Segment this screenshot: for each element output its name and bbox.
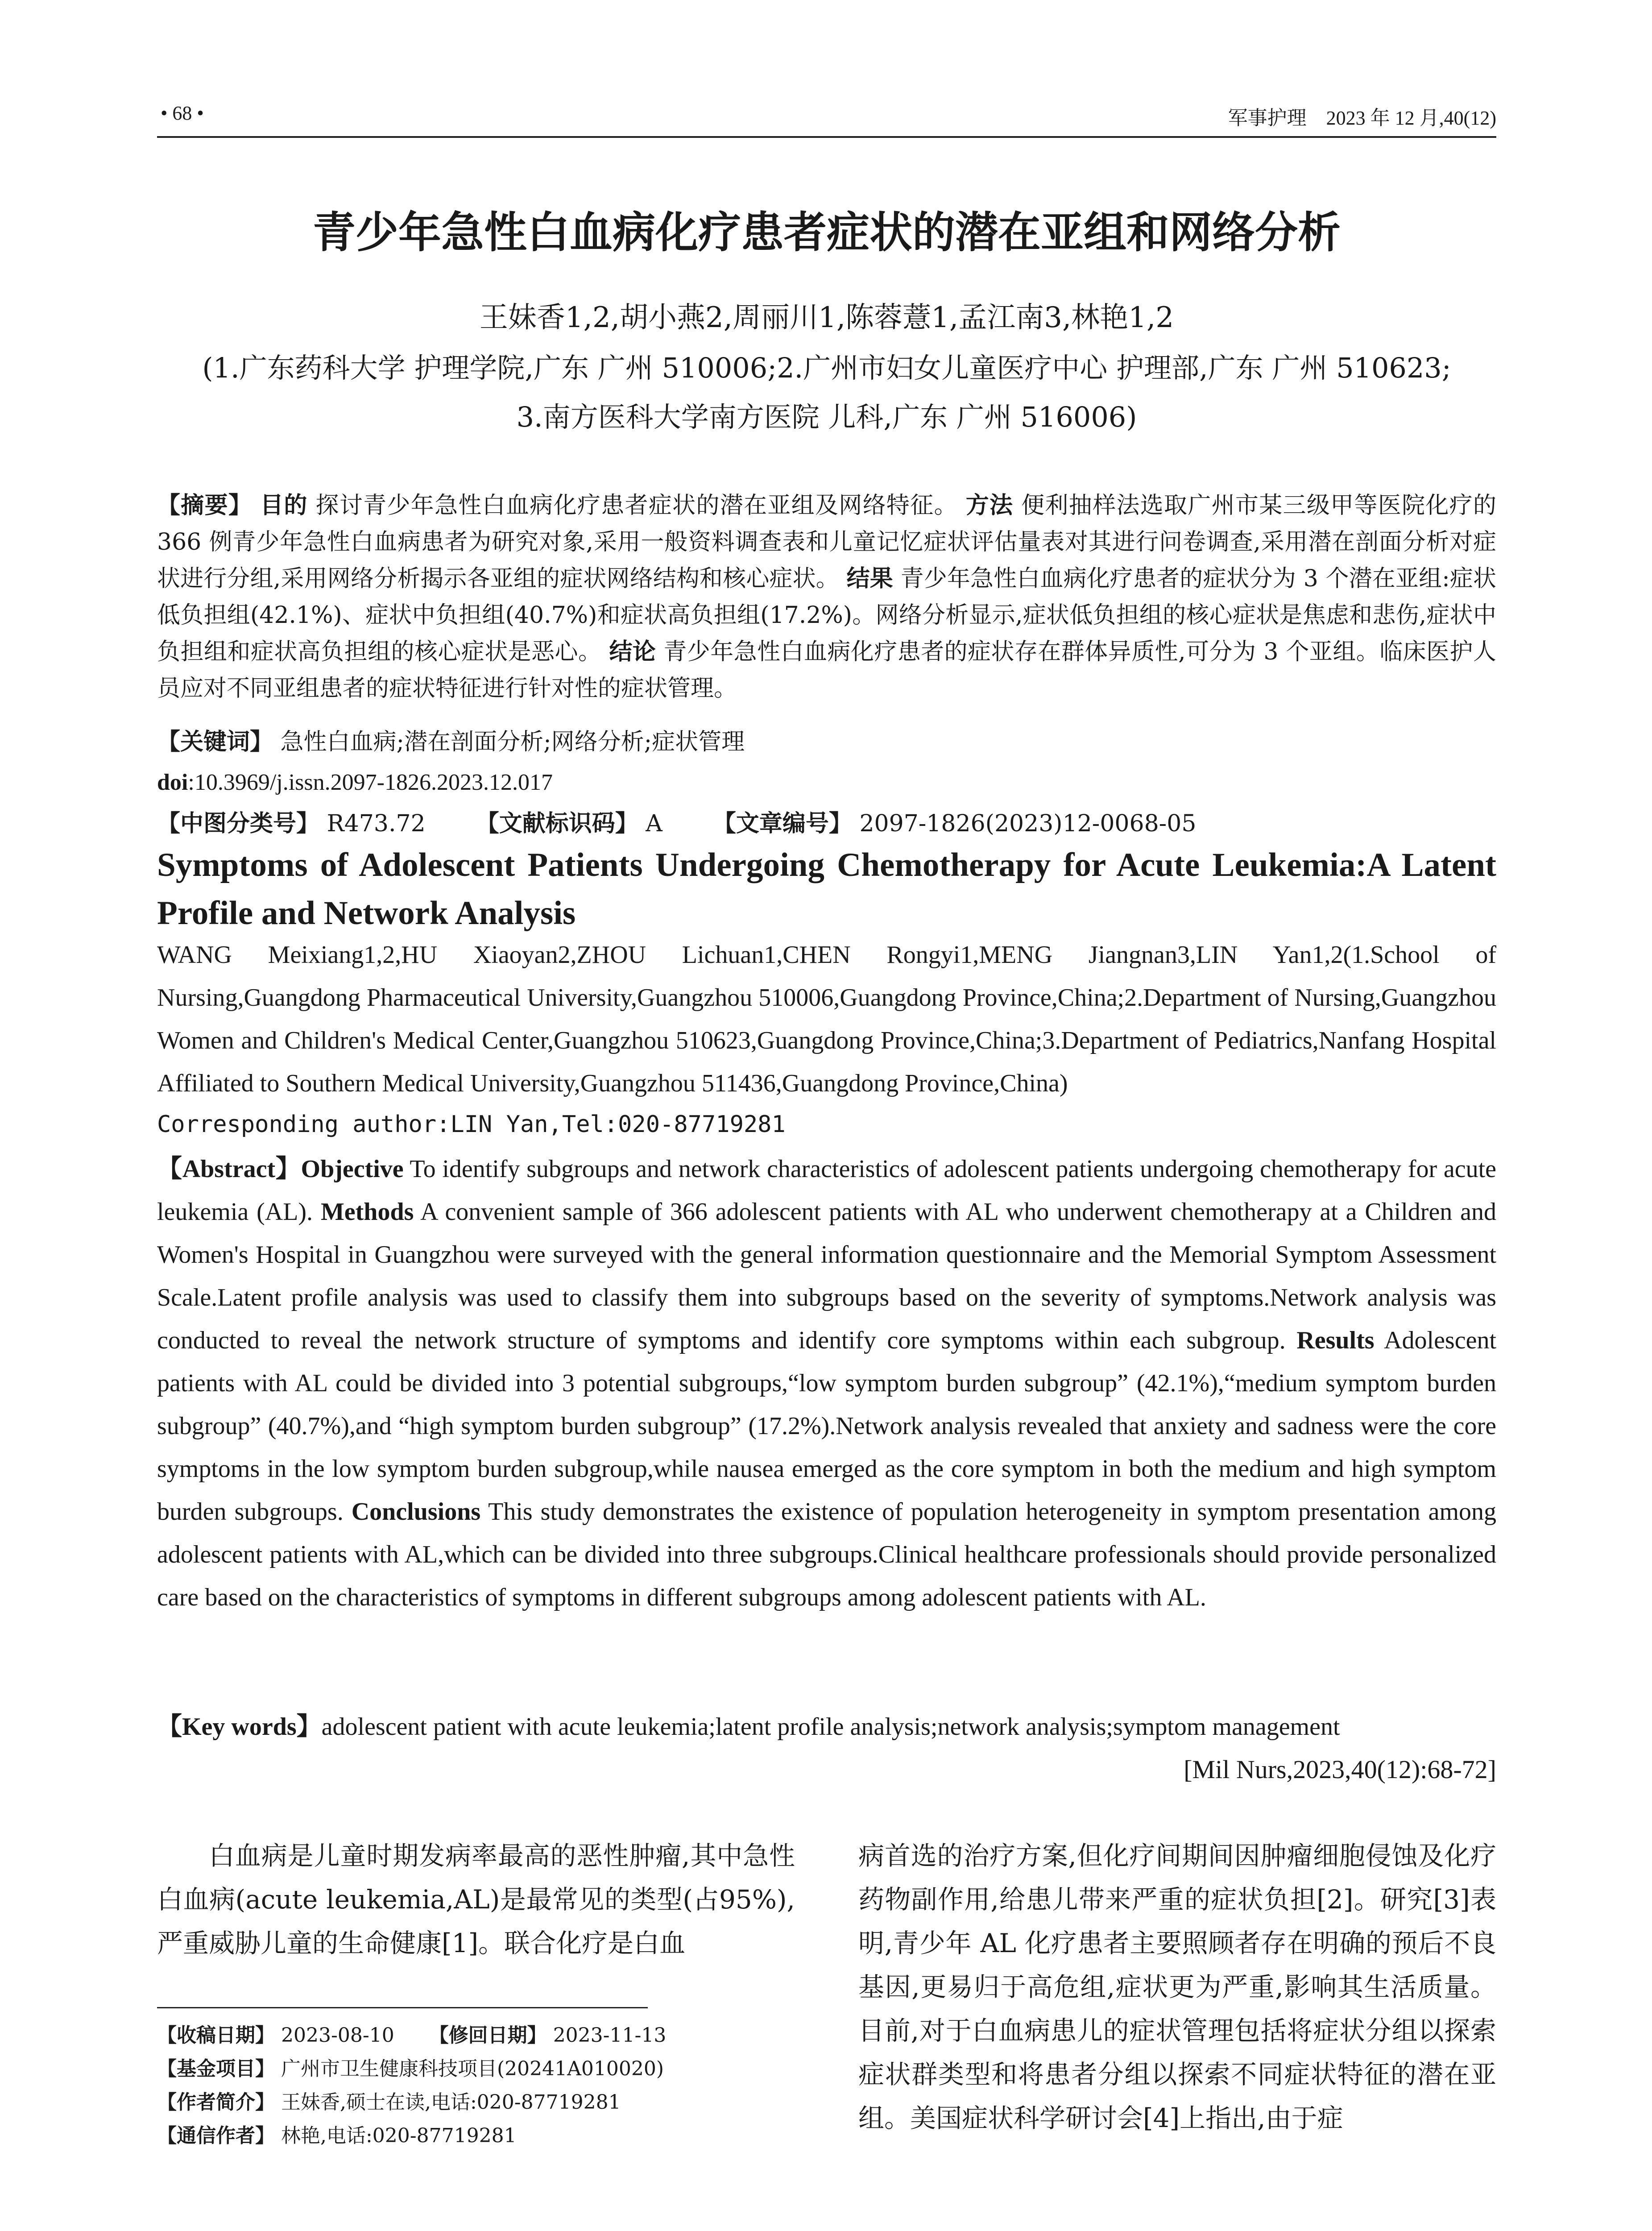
clc-label: 【中图分类号】 xyxy=(157,810,320,837)
methods-en-text: A convenient sample of 366 adolescent patients with AL who underwent chemotherapy at a Children and Women's Hospital in Guangzhou were surveyed with the general information questionnaire and the Memorial Symptom Assessment Scale.Latent profile analysis was used to classify them into subgroups based on the severity of symptoms.Network analysis was conducted to reveal the network structure of symptoms and identify core symptoms within each subgroup. xyxy=(157,1198,1497,1354)
affiliations-cn-line2: 3.南方医科大学南方医院 儿科,广东 广州 516006) xyxy=(516,401,1137,433)
abstract-en xyxy=(157,1148,1496,1619)
footnote-fund xyxy=(157,2054,664,2084)
revised-label: 【修回日期】 xyxy=(429,2024,547,2047)
authors-en: WANG Meixiang1,2,HU Xiaoyan2,ZHOU Lichuan1,CHEN Rongyi1,MENG Jiangnan3,LIN Yan1,2(1.School of Nursing,Guangdong Pharmaceutical University,Guangzhou 510006,Guangdong Province,China;2.Department of Nursing,Guangzhou Women and Children's Medical Center,Guangzhou 510623,Guangdong Province,China;3.Department of Pediatrics,Nanfang Hospital Affiliated to Southern Medical University,Guangzhou 511436,Guangdong Province,China) xyxy=(157,941,1496,1097)
body-right-column: 病首选的治疗方案,但化疗间期间因肿瘤细胞侵蚀及化疗药物副作用,给患儿带来严重的症状负担[2]。研究[3]表明,青少年 AL 化疗患者主要照顾者存在明确的预后不良基因,更易归于高危组,症状更为严重,影响其生活质量。目前,对于白血病患儿的症状管理包括将症状分组以探索症状群类型和将患者分组以探索不同症状特征的潜在亚组。美国症状科学研讨会[4]上指出,由于症 xyxy=(858,1841,1496,2133)
keywords-en-text: adolescent patient with acute leukemia;latent profile analysis;network analysis;symptom management xyxy=(321,1713,1340,1741)
keywords-cn xyxy=(157,724,1496,760)
fund-text: 广州市卫生健康科技项目(20241A010020) xyxy=(281,2057,664,2080)
author-bio-text: 王妹香,硕士在读,电话:020-87719281 xyxy=(281,2091,621,2114)
methods-en-label: Methods xyxy=(320,1198,414,1226)
corresponding-author: Corresponding author:LIN Yan,Tel:020-87719281 xyxy=(157,1111,786,1138)
conclusions-en-text: This study demonstrates the existence of population heterogeneity in symptom presentation among adolescent patients with AL,which can be divided into three subgroups.Clinical healthcare professionals should provide personalized care based on the characteristics of symptoms in different subgroups among adolescent patients with AL. xyxy=(157,1498,1496,1611)
affiliations-cn-line1: (1.广东药科大学 护理学院,广东 广州 510006;2.广州市妇女儿童医疗中心 护理部,广东 广州 510623; xyxy=(202,352,1451,384)
contact-text: 林艳,电话:020-87719281 xyxy=(281,2124,517,2147)
results-cn-label: 结果 xyxy=(846,565,893,592)
revised-date: 2023-11-13 xyxy=(553,2024,667,2047)
abstract-en-label: 【Abstract】 xyxy=(157,1155,301,1183)
journal-header: 军事护理 2023 年 12 月,40(12) xyxy=(1228,107,1496,129)
methods-cn-text: 便利抽样法选取广州市某三级甲等医院化疗的 366 例青少年急性白血病患者为研究对象,采用一般资料调查表和儿童记忆症状评估量表对其进行问卷调查,采用潜在剖面分析对症状进行分组,采用网络分析揭示各亚组的症状网络结构和核心症状。 xyxy=(157,492,1496,592)
doi-label: doi xyxy=(157,770,188,795)
abstract-cn-label: 【摘要】 xyxy=(157,492,253,519)
footnote-rule xyxy=(157,2007,648,2008)
conclusion-cn-text: 青少年急性白血病化疗患者的症状存在群体异质性,可分为 3 个亚组。临床医护人员应对不同亚组患者的症状特征进行针对性的症状管理。 xyxy=(157,639,1496,702)
body-left-column: 白血病是儿童时期发病率最高的恶性肿瘤,其中急性白血病(acute leukemia,AL)是最常见的类型(占95%),严重威胁儿童的生命健康[1]。联合化疗是白血 xyxy=(157,1841,795,1958)
keywords-cn-text: 急性白血病;潜在剖面分析;网络分析;症状管理 xyxy=(280,729,745,755)
doi-value: :10.3969/j.issn.2097-1826.2023.12.017 xyxy=(188,770,553,795)
objective-en-label: Objective xyxy=(301,1155,404,1183)
page-number: • 68 • xyxy=(161,102,204,124)
keywords-en-label: 【Key words】 xyxy=(157,1713,322,1741)
citation: [Mil Nurs,2023,40(12):68-72] xyxy=(1184,1755,1496,1784)
clc-value: R473.72 xyxy=(327,810,426,837)
abstract-cn xyxy=(157,487,1496,707)
conclusions-en-label: Conclusions xyxy=(351,1498,481,1526)
footnote-author xyxy=(157,2087,621,2118)
results-en-text: Adolescent patients with AL could be divided into 3 potential subgroups,“low symptom burden subgroup” (42.1%),“medium symptom burden subgroup” (40.7%),and “high symptom burden subgroup” (17.2%).Network analysis revealed that anxiety and sadness were the core symptoms in the low symptom burden subgroup,while nausea emerged as the core symptom in both the medium and high symptom burden subgroups. xyxy=(157,1327,1496,1526)
header-rule xyxy=(157,136,1496,138)
doc-code-value: A xyxy=(646,810,662,837)
objective-en-text: To identify subgroups and network characteristics of adolescent patients undergoing chemotherapy for acute leukemia (AL). xyxy=(157,1155,1496,1226)
received-label: 【收稿日期】 xyxy=(157,2024,275,2047)
article-number-value: 2097-1826(2023)12-0068-05 xyxy=(859,810,1197,837)
authors-cn: 王妹香1,2,胡小燕2,周丽川1,陈蓉薏1,孟江南3,林艳1,2 xyxy=(479,301,1174,334)
objective-cn-label: 目的 xyxy=(260,492,308,519)
results-en-label: Results xyxy=(1296,1327,1375,1354)
doc-code-label: 【文献标识码】 xyxy=(476,810,638,837)
article-title-en: Symptoms of Adolescent Patients Undergoing Chemotherapy for Acute Leukemia:A Latent Profile and Network Analysis xyxy=(157,846,1496,932)
contact-label: 【通信作者】 xyxy=(157,2124,275,2147)
article-title-cn: 青少年急性白血病化疗患者症状的潜在亚组和网络分析 xyxy=(313,207,1341,257)
methods-cn-label: 方法 xyxy=(965,492,1014,519)
results-cn-text: 青少年急性白血病化疗患者的症状分为 3 个潜在亚组:症状低负担组(42.1%)、症状中负担组(40.7%)和症状高负担组(17.2%)。网络分析显示,症状低负担组的核心症状是焦虑和悲伤,症状中负担组和症状高负担组的核心症状是恶心。 xyxy=(157,565,1497,665)
keywords-en xyxy=(157,1705,1496,1748)
author-bio-label: 【作者简介】 xyxy=(157,2091,275,2114)
fund-label: 【基金项目】 xyxy=(157,2057,275,2080)
footnote-dates xyxy=(157,2020,666,2051)
doi-line xyxy=(157,764,1496,801)
keywords-cn-label: 【关键词】 xyxy=(157,729,273,755)
received-date: 2023-08-10 xyxy=(281,2024,394,2047)
conclusion-cn-label: 结论 xyxy=(609,639,656,665)
footnote-contact xyxy=(157,2121,517,2151)
classification-line xyxy=(157,805,1496,842)
objective-cn-text: 探讨青少年急性白血病化疗患者症状的潜在亚组及网络特征。 xyxy=(315,492,958,519)
article-number-label: 【文章编号】 xyxy=(712,810,852,837)
